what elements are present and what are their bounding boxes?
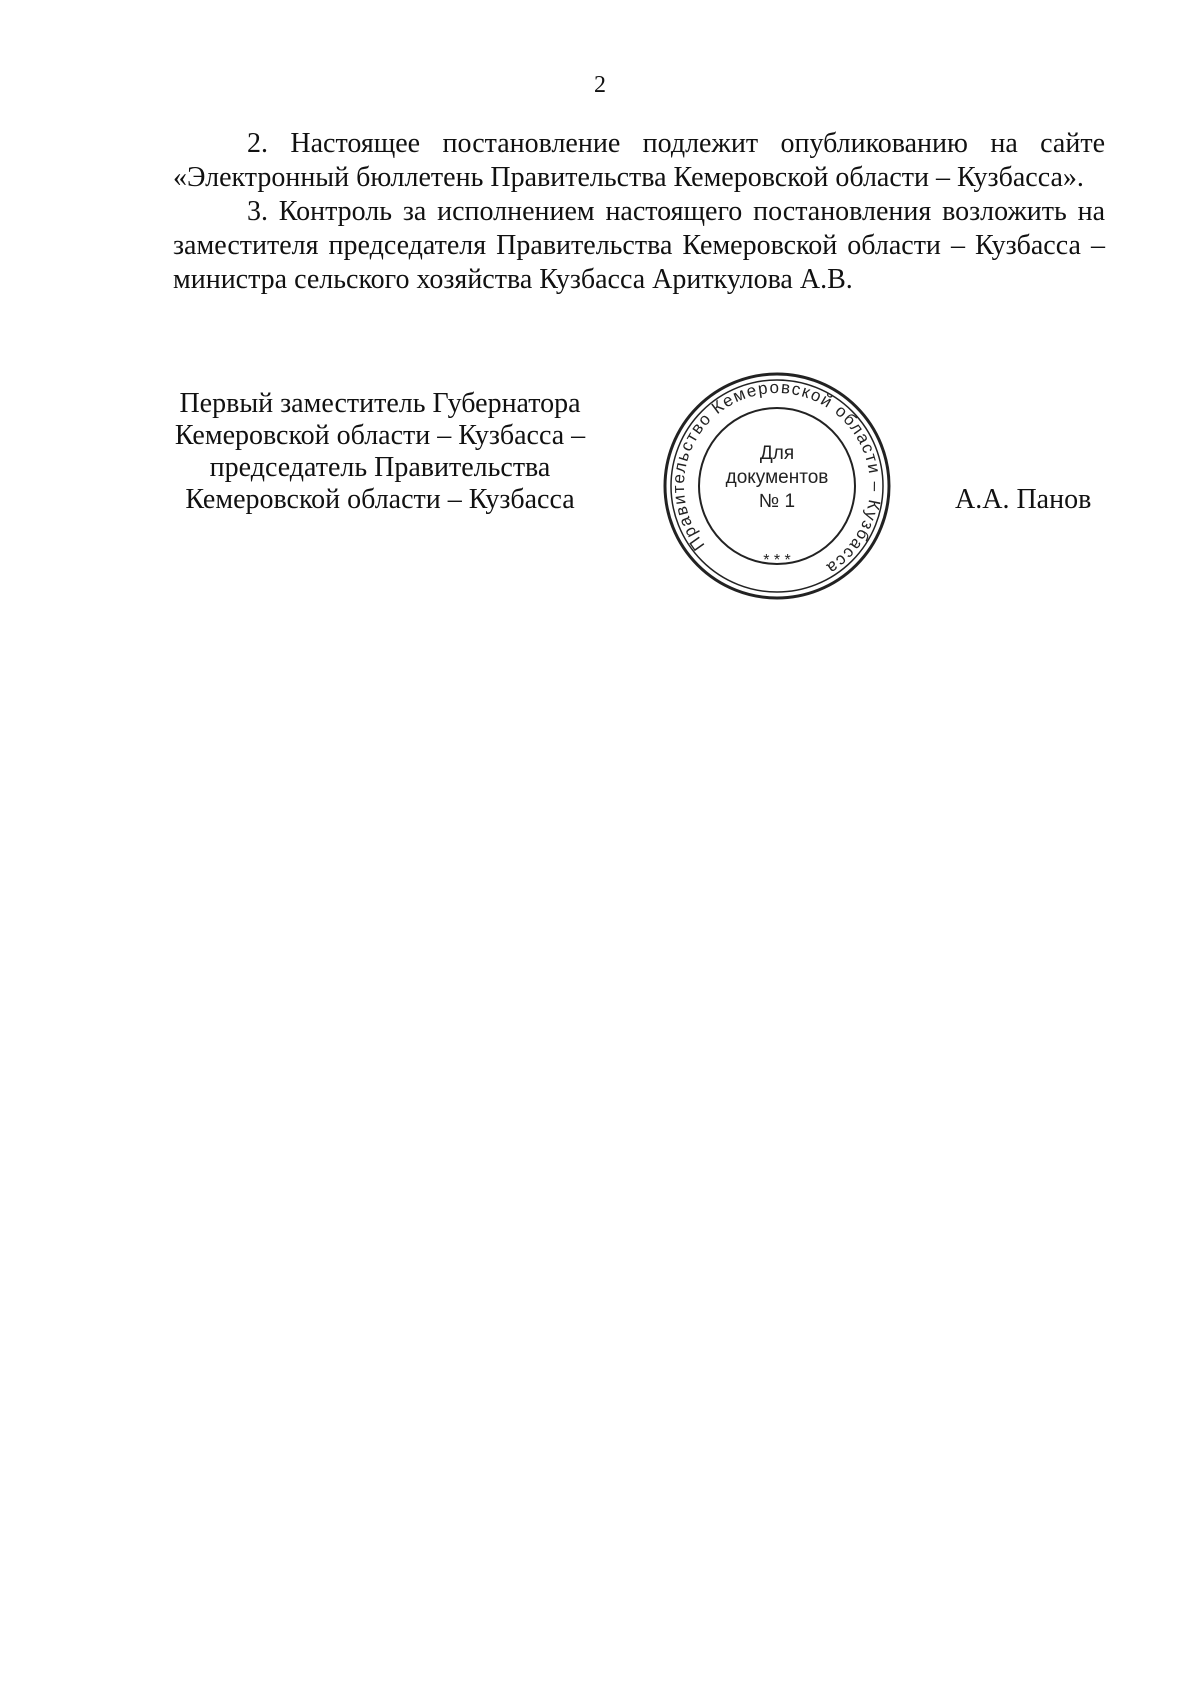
signatory-title — [165, 388, 595, 516]
signatory-title-line: председатель Правительства — [209, 452, 551, 483]
seal-bottom-mark: * * * — [763, 552, 791, 569]
seal-center-line: Для — [759, 443, 795, 464]
paragraph-publication: 2. Настоящее постановление подлежит опубликованию на сайте «Электронный бюллетень Правительства Кемеровской области – Кузбасса». — [173, 128, 1105, 193]
official-seal-stamp — [662, 371, 892, 601]
seal-center-line: № 1 — [758, 491, 796, 512]
seal-center-line: документов — [725, 467, 829, 488]
signatory-title-line: Кемеровской области – Кузбасса – — [174, 420, 586, 451]
signatory-title-line: Кемеровской области – Кузбасса — [185, 484, 575, 515]
signatory-title-line: Первый заместитель Губернатора — [179, 388, 581, 419]
seal-ring-text: Правительство Кемеровской области – Кузбасса — [668, 377, 886, 579]
signer-name: А.А. Панов — [955, 484, 1092, 515]
document-body — [173, 127, 1105, 297]
page-number: 2 — [594, 72, 606, 98]
paragraph-control: 3. Контроль за исполнением настоящего постановления возложить на заместителя председателя Правительства Кемеровской области – Кузбасса – министра сельского хозяйства Кузбасса Ариткулова А.В. — [173, 196, 1105, 295]
